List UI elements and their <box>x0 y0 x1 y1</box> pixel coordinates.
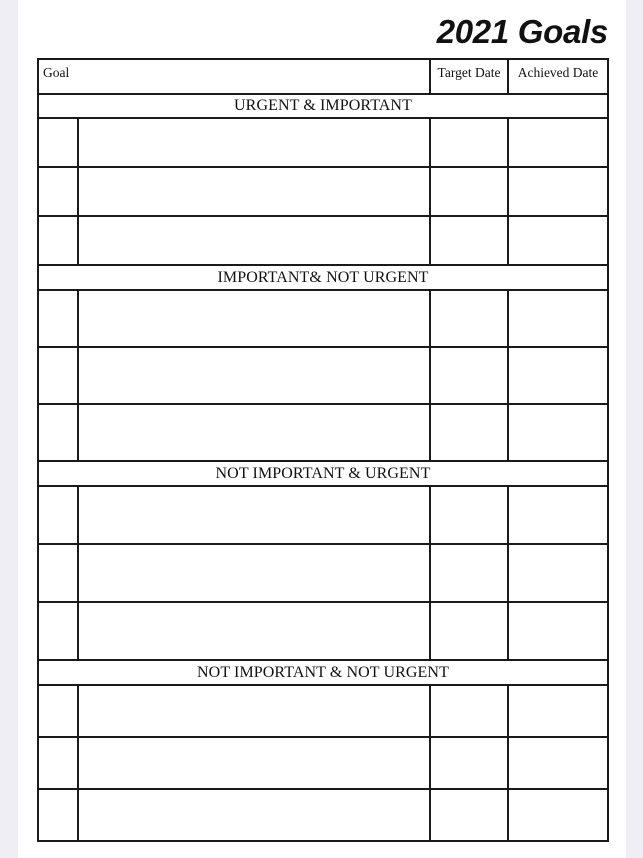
row-check-cell[interactable] <box>38 737 78 789</box>
row-check-cell[interactable] <box>38 685 78 737</box>
goal-row <box>38 404 608 461</box>
achieved-date-cell[interactable] <box>508 216 608 265</box>
section-header: URGENT & IMPORTANT <box>38 94 608 118</box>
goal-row <box>38 216 608 265</box>
section-header: NOT IMPORTANT & NOT URGENT <box>38 660 608 685</box>
target-date-cell[interactable] <box>430 404 508 461</box>
achieved-date-cell[interactable] <box>508 404 608 461</box>
target-date-cell[interactable] <box>430 789 508 841</box>
target-date-cell[interactable] <box>430 118 508 167</box>
section-header: NOT IMPORTANT & URGENT <box>38 461 608 486</box>
target-date-cell[interactable] <box>430 347 508 404</box>
goal-cell[interactable] <box>78 404 430 461</box>
goals-page <box>18 0 626 858</box>
goal-row <box>38 737 608 789</box>
goal-cell[interactable] <box>78 737 430 789</box>
achieved-date-cell[interactable] <box>508 347 608 404</box>
target-date-cell[interactable] <box>430 290 508 347</box>
goal-cell[interactable] <box>78 290 430 347</box>
goal-cell[interactable] <box>78 789 430 841</box>
achieved-date-cell[interactable] <box>508 544 608 602</box>
page-title: 2021 Goals <box>436 13 608 50</box>
achieved-date-cell[interactable] <box>508 737 608 789</box>
row-check-cell[interactable] <box>38 486 78 544</box>
goal-row <box>38 118 608 167</box>
row-check-cell[interactable] <box>38 290 78 347</box>
goal-cell[interactable] <box>78 118 430 167</box>
target-date-cell[interactable] <box>430 737 508 789</box>
goal-row <box>38 544 608 602</box>
target-date-cell[interactable] <box>430 167 508 216</box>
section-header: IMPORTANT& NOT URGENT <box>38 265 608 290</box>
target-date-column-header: Target Date <box>430 59 508 94</box>
target-date-cell[interactable] <box>430 486 508 544</box>
goal-cell[interactable] <box>78 216 430 265</box>
goal-cell[interactable] <box>78 602 430 660</box>
section-header-row <box>38 461 608 486</box>
row-check-cell[interactable] <box>38 216 78 265</box>
achieved-date-cell[interactable] <box>508 685 608 737</box>
target-date-cell[interactable] <box>430 216 508 265</box>
achieved-date-cell[interactable] <box>508 602 608 660</box>
section-header-row <box>38 94 608 118</box>
row-check-cell[interactable] <box>38 602 78 660</box>
goal-column-header: Goal <box>38 59 430 94</box>
goal-row <box>38 685 608 737</box>
row-check-cell[interactable] <box>38 347 78 404</box>
row-check-cell[interactable] <box>38 167 78 216</box>
goal-cell[interactable] <box>78 685 430 737</box>
achieved-date-cell[interactable] <box>508 118 608 167</box>
goal-cell[interactable] <box>78 486 430 544</box>
goal-row <box>38 602 608 660</box>
row-check-cell[interactable] <box>38 789 78 841</box>
section-header-row <box>38 660 608 685</box>
header-row <box>38 59 608 94</box>
achieved-date-column-header: Achieved Date <box>508 59 608 94</box>
row-check-cell[interactable] <box>38 404 78 461</box>
row-check-cell[interactable] <box>38 544 78 602</box>
goal-row <box>38 167 608 216</box>
section-header-row <box>38 265 608 290</box>
goal-row <box>38 486 608 544</box>
goal-row <box>38 347 608 404</box>
achieved-date-cell[interactable] <box>508 789 608 841</box>
goal-cell[interactable] <box>78 347 430 404</box>
goal-row <box>38 290 608 347</box>
row-check-cell[interactable] <box>38 118 78 167</box>
goal-cell[interactable] <box>78 544 430 602</box>
achieved-date-cell[interactable] <box>508 486 608 544</box>
goals-table <box>37 58 609 842</box>
target-date-cell[interactable] <box>430 685 508 737</box>
target-date-cell[interactable] <box>430 544 508 602</box>
achieved-date-cell[interactable] <box>508 167 608 216</box>
goal-cell[interactable] <box>78 167 430 216</box>
achieved-date-cell[interactable] <box>508 290 608 347</box>
goal-row <box>38 789 608 841</box>
target-date-cell[interactable] <box>430 602 508 660</box>
